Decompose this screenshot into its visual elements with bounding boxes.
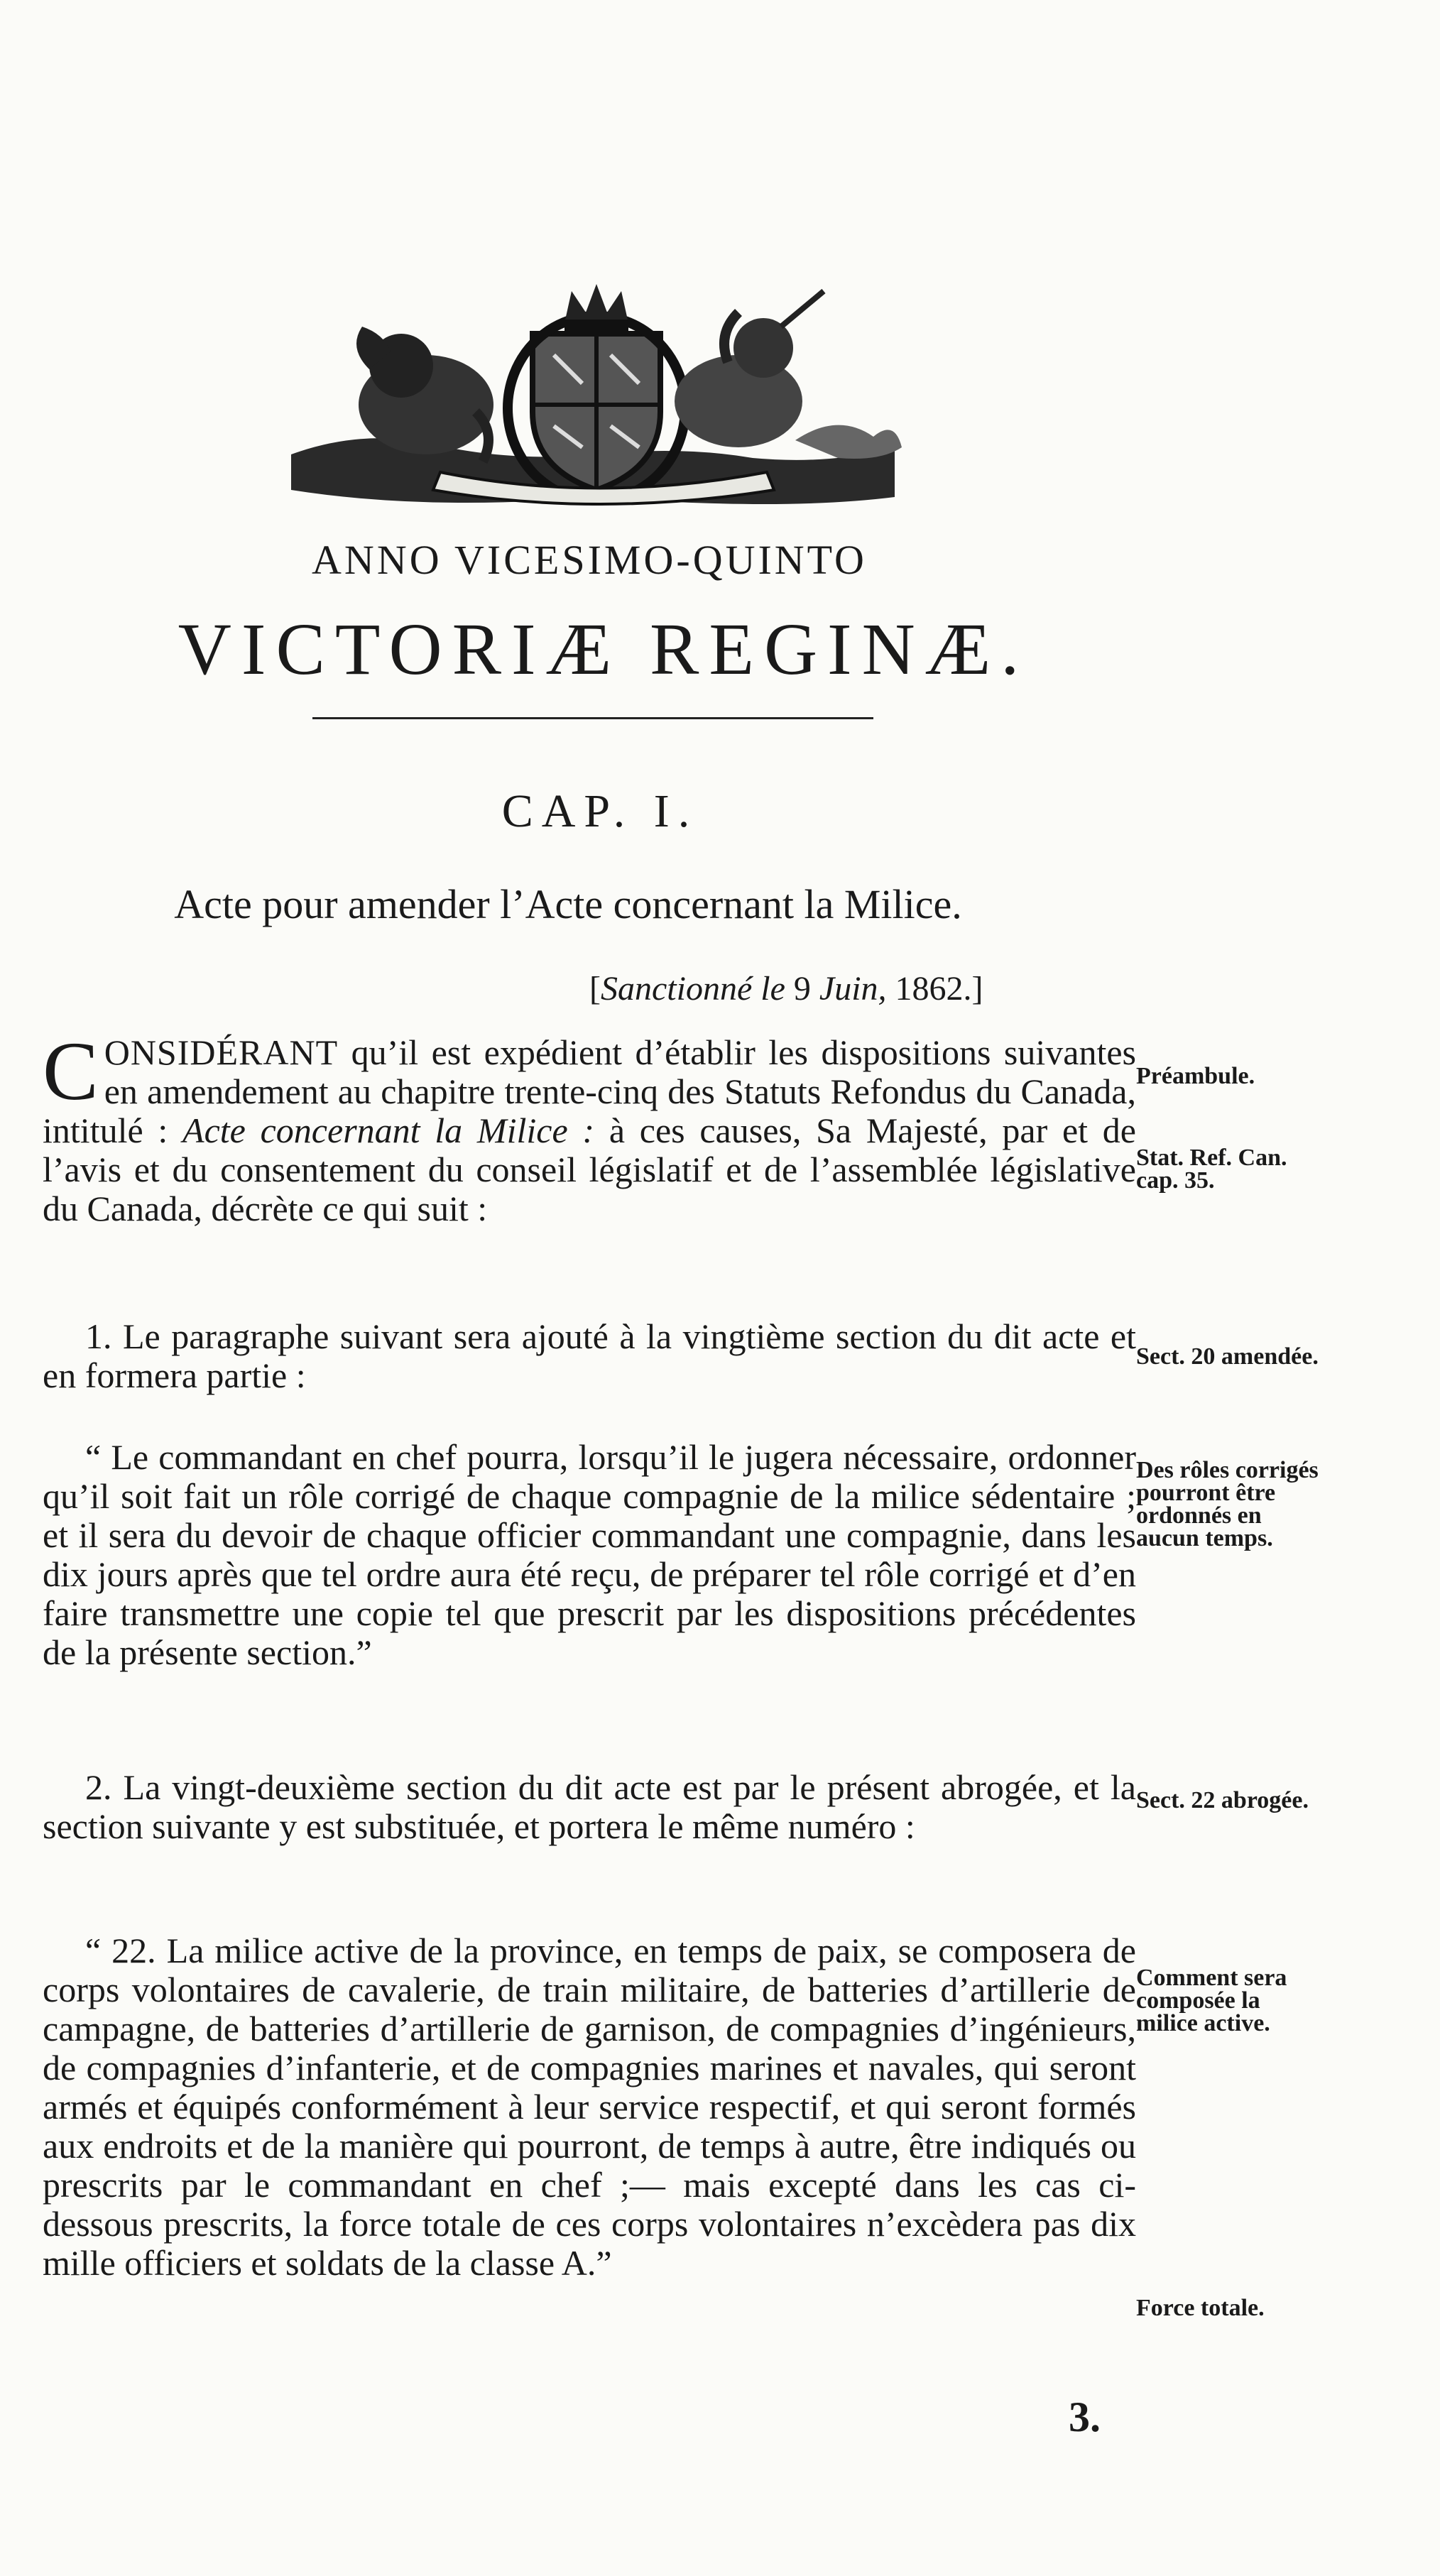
drop-cap: C	[43, 1025, 99, 1118]
section-2-quote: “ 22. La milice active de la province, en temps de paix, se composera de corps volontaires de cavalerie, de train militaire, de batteries d’artillerie de campagne, de batteries d’artillerie de garnison, de compagnies d’ingénieurs, de compagnies d’infanterie, et de compagnies marines et navales, qui seront armés et équipés conformément à leur service respectif, et qui seront formés aux endroits et de la manière qui pourront, de temps à autre, être indiqués ou prescrits par le commandant en chef ;— mais excepté dans les cas ci-dessous prescrits, la force totale de ces corps volontaires n’excèdera pas dix mille officiers et soldats de la classe A.”	[43, 1931, 1136, 2283]
sanction-day: 9	[785, 970, 819, 1008]
act-name: Acte concernant la Milice :	[182, 1110, 595, 1150]
margin-note-comment: Comment sera composée la milice active.	[1136, 1965, 1287, 2036]
chapter-number: CAP. I.	[501, 785, 699, 837]
margin-note-stat-ref: Stat. Ref. Can. cap. 35.	[1136, 1145, 1287, 1194]
margin-note-force: Force totale.	[1136, 2295, 1265, 2321]
margin-note-sect-20: Sect. 20 amendée.	[1136, 1343, 1319, 1370]
section-1-paragraph: 1. Le paragraphe suivant sera ajouté à la vingtième section du dit acte et en formera partie :	[43, 1316, 1136, 1395]
sanction-bracket: [	[589, 970, 601, 1008]
heading-anno: ANNO VICESIMO-QUINTO	[312, 537, 867, 583]
preamble-paragraph	[43, 1025, 1136, 1228]
page-number: 3.	[1069, 2394, 1101, 2440]
sanction-year: 1862.]	[886, 970, 983, 1008]
preamble-text-1: qu’il est expédient d’établir les dispositions suivantes en amendement au chapitre trente-cinq des Statuts Refondus du Canada, intitulé :	[43, 1032, 1136, 1150]
royal-coat-of-arms-image	[284, 284, 909, 511]
margin-note-roles: Des rôles corrigés pourront être ordonnés en aucun temps.	[1136, 1457, 1319, 1551]
section-1-quote: “ Le commandant en chef pourra, lorsqu’il le jugera nécessaire, ordonner qu’il soit fait un rôle corrigé de chaque compagnie de la milice sédentaire ; et il sera du devoir de chaque officier commandant une compagnie, dans les dix jours après que tel ordre aura été reçu, de préparer tel rôle corrigé et d’en faire transmettre une copie tel que prescrit par les dispositions précédentes de la présente section.”	[43, 1437, 1136, 1672]
sanction-month: Juin,	[819, 970, 887, 1008]
section-2-paragraph: 2. La vingt-deuxième section du dit acte est par le présent abrogée, et la section suivante y est substituée, et portera le même numéro :	[43, 1767, 1136, 1846]
preamble-text-2: à ces causes, Sa Majesté, par et de l’avis et du consentement du conseil législatif et de l’assemblée législative du Canada, décrète ce qui suit :	[43, 1110, 1136, 1228]
heading-victoriae-reginae: VICTORIÆ REGINÆ.	[178, 608, 1030, 690]
margin-note-sect-22: Sect. 22 abrogée.	[1136, 1787, 1309, 1813]
sanction-label: Sanctionné le	[600, 970, 785, 1008]
preamble-lead: ONSIDÉRANT	[104, 1032, 339, 1072]
chapter-title: Acte pour amender l’Acte concernant la Milice.	[174, 881, 962, 927]
divider	[312, 717, 873, 719]
margin-note-preambule: Préambule.	[1136, 1063, 1255, 1089]
sanction-date	[589, 969, 983, 1008]
